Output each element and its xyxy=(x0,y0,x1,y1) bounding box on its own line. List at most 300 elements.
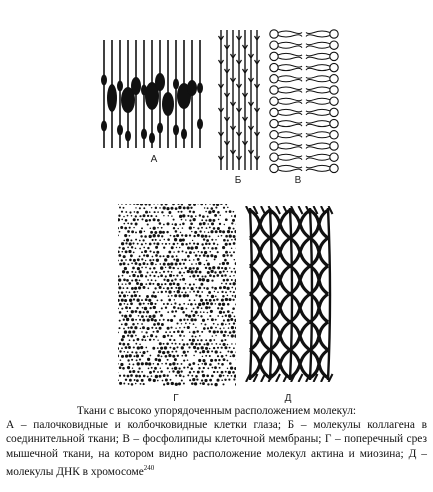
myofilament-dot xyxy=(177,251,179,253)
myofilament-dot xyxy=(193,227,195,229)
myofilament-dot xyxy=(139,248,141,250)
myofilament-dot xyxy=(161,323,164,326)
myofilament-dot xyxy=(225,211,227,213)
myofilament-dot xyxy=(215,319,217,321)
myofilament-dot xyxy=(139,240,141,242)
myofilament-dot xyxy=(147,351,149,353)
myofilament-dot xyxy=(192,240,193,241)
myofilament-dot xyxy=(151,279,153,281)
myofilament-dot xyxy=(160,370,163,373)
myofilament-dot xyxy=(225,371,227,373)
myofilament-dot xyxy=(183,319,185,321)
myofilament-dot xyxy=(221,283,223,285)
myofilament-dot xyxy=(165,355,168,358)
myofilament-dot xyxy=(208,219,211,222)
myofilament-dot xyxy=(159,207,161,209)
myofilament-dot xyxy=(210,310,213,313)
myofilament-dot xyxy=(228,227,231,230)
myofilament-dot xyxy=(130,254,133,257)
myofilament-dot xyxy=(231,343,232,344)
myofilament-dot xyxy=(153,227,156,230)
myofilament-dot xyxy=(128,250,131,253)
myofilament-dot xyxy=(131,279,133,281)
myofilament-dot xyxy=(132,368,133,369)
myofilament-dot xyxy=(207,319,209,321)
myofilament-dot xyxy=(141,251,143,253)
myofilament-dot xyxy=(119,382,122,385)
myofilament-dot xyxy=(171,279,173,281)
myofilament-dot xyxy=(132,330,135,333)
myofilament-dot xyxy=(177,228,179,230)
myofilament-dot xyxy=(163,263,166,266)
myofilament-dot xyxy=(197,275,199,277)
myofilament-dot xyxy=(124,315,127,318)
myofilament-dot xyxy=(127,366,130,369)
myofilament-dot xyxy=(151,318,154,321)
myofilament-dot xyxy=(133,346,135,348)
myofilament-dot xyxy=(193,218,196,221)
myofilament-dot xyxy=(119,366,122,369)
myofilament-dot xyxy=(143,254,145,256)
myofilament-dot xyxy=(169,274,172,277)
myofilament-dot xyxy=(209,379,212,382)
myofilament-dot xyxy=(221,339,224,342)
myofilament-dot xyxy=(151,295,154,298)
myofilament-dot xyxy=(154,303,156,305)
myofilament-dot xyxy=(232,354,235,357)
myofilament-dot xyxy=(128,282,131,285)
myofilament-dot xyxy=(141,299,143,301)
myofilament-dot xyxy=(182,339,184,341)
myofilament-dot xyxy=(121,242,124,245)
lipid-head-left xyxy=(270,75,278,83)
myofilament-dot xyxy=(182,259,184,261)
myofilament-dot xyxy=(223,207,225,209)
myofilament-dot xyxy=(221,267,223,269)
myofilament-dot xyxy=(137,243,139,245)
myofilament-dot xyxy=(207,312,209,314)
rod-nucleus xyxy=(181,129,187,140)
myofilament-dot xyxy=(159,327,162,330)
myofilament-dot xyxy=(129,211,131,213)
myofilament-dot xyxy=(163,383,165,385)
myofilament-dot xyxy=(129,363,131,365)
lipid-tail xyxy=(278,31,302,34)
myofilament-dot xyxy=(127,303,129,305)
myofilament-dot xyxy=(192,362,195,365)
myofilament-dot xyxy=(155,271,157,273)
myofilament-dot xyxy=(152,259,154,261)
myofilament-dot xyxy=(156,259,159,262)
myofilament-dot xyxy=(167,303,169,305)
myofilament-dot xyxy=(122,275,124,277)
myofilament-dot xyxy=(214,287,217,290)
myofilament-dot xyxy=(209,355,211,357)
myofilament-dot xyxy=(155,336,157,338)
myofilament-dot xyxy=(145,362,148,365)
myofilament-dot xyxy=(149,339,151,341)
lipid-head-right xyxy=(330,153,338,161)
myofilament-dot xyxy=(134,326,137,329)
myofilament-dot xyxy=(211,222,214,225)
myofilament-dot xyxy=(179,343,181,345)
myofilament-dot xyxy=(206,239,209,242)
lipid-tail xyxy=(278,169,302,171)
myofilament-dot xyxy=(146,311,149,314)
myofilament-dot xyxy=(126,291,128,293)
myofilament-dot xyxy=(227,295,229,297)
myofilament-dot xyxy=(123,223,125,225)
myofilament-dot xyxy=(169,371,171,373)
myofilament-dot xyxy=(166,382,169,385)
myofilament-dot xyxy=(204,235,207,238)
lipid-tail xyxy=(278,91,302,93)
myofilament-dot xyxy=(217,315,219,317)
myofilament-dot xyxy=(172,223,174,225)
myofilament-dot xyxy=(210,359,213,362)
myofilament-dot xyxy=(141,227,143,229)
myofilament-dot xyxy=(205,219,207,221)
myofilament-dot xyxy=(202,356,203,357)
myofilament-dot xyxy=(129,235,131,237)
myofilament-dot xyxy=(119,295,122,298)
myofilament-dot xyxy=(229,243,232,246)
myofilament-dot xyxy=(197,339,199,341)
myofilament-dot xyxy=(214,383,217,386)
myofilament-dot xyxy=(159,342,162,345)
myofilament-dot xyxy=(233,211,235,213)
myofilament-dot xyxy=(213,330,216,333)
myofilament-dot xyxy=(176,234,179,237)
myofilament-dot xyxy=(132,363,134,365)
myofilament-dot xyxy=(207,271,210,274)
lipid-tail xyxy=(278,87,302,90)
myofilament-dot xyxy=(171,351,173,353)
myofilament-dot xyxy=(157,371,159,373)
myofilament-dot xyxy=(233,242,236,245)
myofilament-dot xyxy=(157,354,160,357)
myofilament-dot xyxy=(165,331,167,333)
myofilament-dot xyxy=(143,207,145,209)
myofilament-dot xyxy=(135,383,137,385)
myofilament-dot xyxy=(175,230,178,233)
myofilament-dot xyxy=(190,246,193,249)
myofilament-dot xyxy=(228,314,231,317)
myofilament-dot xyxy=(179,327,181,329)
myofilament-dot xyxy=(195,303,197,305)
myofilament-dot xyxy=(206,374,209,377)
myofilament-dot xyxy=(171,271,173,273)
myofilament-dot xyxy=(209,315,211,317)
myofilament-dot xyxy=(225,251,228,254)
myofilament-dot xyxy=(203,247,206,250)
myofilament-dot xyxy=(155,215,157,217)
myofilament-dot xyxy=(167,319,169,321)
myofilament-dot xyxy=(233,228,235,230)
myofilament-dot xyxy=(190,303,193,306)
myofilament-dot xyxy=(191,287,194,290)
myofilament-dot xyxy=(171,343,173,345)
myofilament-dot xyxy=(174,299,175,300)
myofilament-dot xyxy=(191,231,192,232)
myofilament-dot xyxy=(127,263,129,265)
myofilament-dot xyxy=(219,271,222,274)
myofilament-dot xyxy=(130,326,133,329)
myofilament-dot xyxy=(127,295,129,297)
myofilament-dot xyxy=(198,367,200,369)
myofilament-dot xyxy=(233,322,235,324)
myofilament-dot xyxy=(208,247,210,249)
myofilament-dot xyxy=(183,383,185,385)
myofilament-dot xyxy=(221,291,223,293)
myofilament-dot xyxy=(145,267,147,269)
myofilament-dot xyxy=(185,314,188,317)
myofilament-dot xyxy=(119,207,121,209)
myofilament-dot xyxy=(161,291,163,293)
myofilament-dot xyxy=(179,374,182,377)
myofilament-dot xyxy=(161,235,163,237)
myofilament-dot xyxy=(126,279,129,282)
myofilament-dot xyxy=(141,339,143,341)
myofilament-dot xyxy=(186,343,188,345)
myofilament-dot xyxy=(192,378,195,381)
myofilament-dot xyxy=(171,382,174,385)
myofilament-dot xyxy=(141,258,143,260)
myofilament-dot xyxy=(211,318,214,321)
myofilament-dot xyxy=(192,274,195,277)
myofilament-dot xyxy=(228,298,231,301)
myofilament-dot xyxy=(157,227,159,229)
myofilament-dot xyxy=(155,375,158,378)
myofilament-dot xyxy=(201,219,203,221)
myofilament-dot xyxy=(226,254,228,256)
myofilament-dot xyxy=(189,379,191,381)
myofilament-dot xyxy=(155,311,158,314)
myofilament-dot xyxy=(230,291,232,293)
myofilament-dot xyxy=(157,234,160,237)
myofilament-dot xyxy=(191,375,193,377)
myofilament-dot xyxy=(181,346,184,349)
myofilament-dot xyxy=(218,219,220,221)
myofilament-dot xyxy=(152,283,154,285)
myofilament-dot xyxy=(192,211,195,214)
myofilament-dot xyxy=(194,299,196,301)
myofilament-dot xyxy=(177,307,179,309)
myofilament-dot xyxy=(207,327,209,329)
myofilament-dot xyxy=(185,354,188,357)
myofilament-dot xyxy=(205,355,207,357)
myofilament-dot xyxy=(187,215,189,217)
myofilament-dot xyxy=(152,239,154,241)
myofilament-dot xyxy=(131,271,133,273)
myofilament-dot xyxy=(122,367,125,370)
myofilament-dot xyxy=(173,243,176,246)
myofilament-dot xyxy=(227,271,229,273)
myofilament-dot xyxy=(121,338,124,341)
myofilament-dot xyxy=(207,367,209,369)
lipid-head-left xyxy=(270,131,278,139)
myofilament-dot xyxy=(187,303,189,305)
myofilament-dot xyxy=(150,262,153,265)
myofilament-dot xyxy=(187,326,190,329)
myofilament-dot xyxy=(163,247,165,249)
myofilament-dot xyxy=(142,319,145,322)
lipid-tail xyxy=(306,143,330,146)
myofilament-dot xyxy=(175,383,178,386)
myofilament-dot xyxy=(173,219,175,221)
myofilament-dot xyxy=(196,287,198,289)
myofilament-dot xyxy=(189,339,191,341)
myofilament-dot xyxy=(139,263,142,266)
myofilament-dot xyxy=(182,227,183,228)
myofilament-dot xyxy=(173,339,175,341)
myofilament-dot xyxy=(125,346,128,349)
myofilament-dot xyxy=(203,311,205,313)
myofilament-dot xyxy=(149,268,151,270)
lipid-head-right xyxy=(330,131,338,139)
myofilament-dot xyxy=(219,367,221,369)
myofilament-dot xyxy=(135,279,138,282)
myofilament-dot xyxy=(171,255,174,258)
myofilament-dot xyxy=(128,331,131,334)
myofilament-dot xyxy=(125,219,128,222)
myofilament-dot xyxy=(124,351,125,352)
lipid-tail xyxy=(306,158,330,160)
myofilament-dot xyxy=(201,346,204,349)
lipid-head-right xyxy=(330,30,338,38)
myofilament-dot xyxy=(125,242,127,244)
myofilament-dot xyxy=(192,267,194,269)
myofilament-dot xyxy=(120,363,123,366)
myofilament-dot xyxy=(135,351,137,353)
myofilament-dot xyxy=(198,343,200,345)
rod-nucleus xyxy=(173,125,179,136)
myofilament-dot xyxy=(206,255,209,258)
myofilament-dot xyxy=(195,375,198,378)
myofilament-dot xyxy=(175,263,178,266)
myofilament-dot xyxy=(214,366,217,369)
myofilament-dot xyxy=(190,222,193,225)
myofilament-dot xyxy=(156,242,159,245)
lipid-head-left xyxy=(270,142,278,150)
myofilament-dot xyxy=(133,339,135,341)
myofilament-dot xyxy=(159,311,161,313)
myofilament-dot xyxy=(124,234,127,237)
myofilament-dot xyxy=(140,283,143,286)
myofilament-dot xyxy=(145,331,147,333)
myofilament-dot xyxy=(231,215,233,217)
myofilament-dot xyxy=(231,287,233,289)
myofilament-dot xyxy=(232,371,235,374)
myofilament-dot xyxy=(222,295,224,297)
lipid-head-left xyxy=(270,97,278,105)
myofilament-dot xyxy=(168,290,171,293)
myofilament-dot xyxy=(159,272,161,274)
myofilament-dot xyxy=(202,382,205,385)
myofilament-dot xyxy=(219,343,221,345)
myofilament-dot xyxy=(205,243,208,246)
myofilament-dot xyxy=(123,207,125,209)
myofilament-dot xyxy=(189,226,192,229)
myofilament-dot xyxy=(150,334,153,337)
myofilament-dot xyxy=(177,370,180,373)
myofilament-dot xyxy=(121,355,124,358)
myofilament-dot xyxy=(203,343,205,345)
myofilament-dot xyxy=(143,383,145,385)
myofilament-dot xyxy=(173,275,175,277)
myofilament-dot xyxy=(195,263,197,265)
myofilament-dot xyxy=(167,263,170,266)
fiber-end xyxy=(261,206,265,214)
myofilament-dot xyxy=(181,275,183,277)
myofilament-dot xyxy=(160,314,163,317)
myofilament-dot xyxy=(161,363,162,364)
myofilament-dot xyxy=(158,276,160,278)
cone-body xyxy=(155,73,165,91)
myofilament-dot xyxy=(197,227,199,229)
myofilament-dot xyxy=(121,324,123,326)
myofilament-dot xyxy=(217,307,219,309)
lipid-tail xyxy=(306,65,330,68)
myofilament-dot xyxy=(197,243,200,246)
lipid-tail xyxy=(306,136,330,138)
panel-d-dna-chromosome xyxy=(240,206,336,382)
myofilament-dot xyxy=(179,247,181,249)
myofilament-dot xyxy=(145,283,147,285)
myofilament-dot xyxy=(140,346,143,349)
lipid-tail xyxy=(278,113,302,115)
myofilament-dot xyxy=(155,264,157,266)
myofilament-dot xyxy=(182,214,185,217)
myofilament-dot xyxy=(221,299,224,302)
myofilament-dot xyxy=(163,215,164,216)
myofilament-dot xyxy=(177,363,179,365)
myofilament-dot xyxy=(149,282,152,285)
myofilament-dot xyxy=(221,371,224,374)
myofilament-dot xyxy=(133,291,135,293)
myofilament-dot xyxy=(221,355,224,358)
myofilament-dot xyxy=(179,215,182,218)
myofilament-dot xyxy=(195,343,198,346)
lipid-head-left xyxy=(270,41,278,49)
myofilament-dot xyxy=(207,216,209,218)
myofilament-dot xyxy=(141,267,143,269)
myofilament-dot xyxy=(125,250,128,253)
myofilament-dot xyxy=(123,319,125,321)
myofilament-dot xyxy=(217,227,220,230)
myofilament-dot xyxy=(223,270,225,272)
myofilament-dot xyxy=(208,267,211,270)
myofilament-dot xyxy=(194,231,197,234)
lipid-tail xyxy=(306,165,330,168)
myofilament-dot xyxy=(149,259,151,261)
myofilament-dot xyxy=(225,298,228,301)
myofilament-dot xyxy=(189,234,191,236)
myofilament-dot xyxy=(223,375,225,377)
myofilament-dot xyxy=(216,331,219,334)
myofilament-dot xyxy=(225,283,227,285)
lipid-head-right xyxy=(330,142,338,150)
rod-nucleus xyxy=(141,85,147,96)
myofilament-dot xyxy=(224,331,227,334)
myofilament-dot xyxy=(223,239,226,242)
myofilament-dot xyxy=(125,259,127,261)
myofilament-dot xyxy=(198,303,201,306)
myofilament-dot xyxy=(168,215,169,216)
myofilament-dot xyxy=(127,247,129,249)
myofilament-dot xyxy=(161,355,163,357)
myofilament-dot xyxy=(140,274,143,277)
